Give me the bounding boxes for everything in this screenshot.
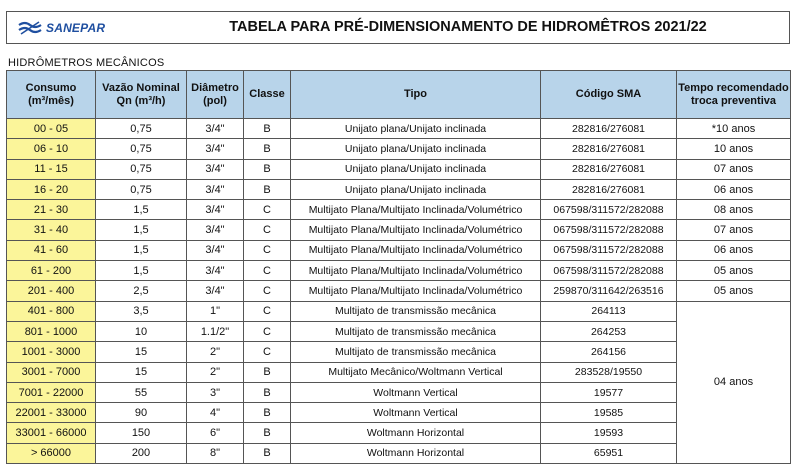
cell-consumo: 06 - 10 xyxy=(7,139,96,159)
cell-consumo: 41 - 60 xyxy=(7,240,96,260)
cell-classe: B xyxy=(244,119,291,139)
cell-diametro: 3/4" xyxy=(187,200,244,220)
cell-vazao: 0,75 xyxy=(96,159,187,179)
cell-classe: C xyxy=(244,342,291,362)
cell-tipo: Unijato plana/Unijato inclinada xyxy=(291,139,541,159)
cell-tipo: Multijato de transmissão mecânica xyxy=(291,301,541,321)
cell-tempo: *10 anos xyxy=(677,119,791,139)
cell-vazao: 1,5 xyxy=(96,220,187,240)
cell-vazao: 150 xyxy=(96,423,187,443)
cell-classe: C xyxy=(244,240,291,260)
table-row xyxy=(7,443,791,463)
cell-diametro: 3/4" xyxy=(187,261,244,281)
cell-vazao: 2,5 xyxy=(96,281,187,301)
cell-diametro: 3/4" xyxy=(187,119,244,139)
header-classe: Classe xyxy=(244,71,291,119)
table-row xyxy=(7,159,791,179)
cell-codigo: 067598/311572/282088 xyxy=(541,261,677,281)
cell-codigo: 282816/276081 xyxy=(541,139,677,159)
cell-tipo: Multijato de transmissão mecânica xyxy=(291,321,541,341)
cell-diametro: 3/4" xyxy=(187,159,244,179)
cell-codigo: 067598/311572/282088 xyxy=(541,220,677,240)
cell-consumo: 201 - 400 xyxy=(7,281,96,301)
cell-codigo: 65951 xyxy=(541,443,677,463)
cell-diametro: 3/4" xyxy=(187,139,244,159)
cell-codigo: 264253 xyxy=(541,321,677,341)
cell-diametro: 6" xyxy=(187,423,244,443)
cell-diametro: 4" xyxy=(187,403,244,423)
cell-diametro: 3" xyxy=(187,382,244,402)
cell-classe: B xyxy=(244,139,291,159)
cell-vazao: 0,75 xyxy=(96,139,187,159)
cell-tipo: Unijato plana/Unijato inclinada xyxy=(291,119,541,139)
cell-codigo: 282816/276081 xyxy=(541,159,677,179)
table-body xyxy=(7,119,791,464)
cell-consumo: 801 - 1000 xyxy=(7,321,96,341)
cell-consumo: 31 - 40 xyxy=(7,220,96,240)
cell-tempo-merged: 04 anos xyxy=(677,301,791,463)
cell-classe: B xyxy=(244,159,291,179)
cell-tipo: Multijato de transmissão mecânica xyxy=(291,342,541,362)
cell-consumo: 16 - 20 xyxy=(7,179,96,199)
cell-diametro: 3/4" xyxy=(187,281,244,301)
cell-classe: B xyxy=(244,423,291,443)
cell-tipo: Unijato plana/Unijato inclinada xyxy=(291,159,541,179)
cell-consumo: 21 - 30 xyxy=(7,200,96,220)
cell-classe: C xyxy=(244,200,291,220)
page-title: TABELA PARA PRÉ-DIMENSIONAMENTO DE HIDROMÊTROS 2021/22 xyxy=(229,19,707,35)
cell-classe: C xyxy=(244,220,291,240)
table-row xyxy=(7,220,791,240)
cell-vazao: 1,5 xyxy=(96,240,187,260)
cell-vazao: 1,5 xyxy=(96,200,187,220)
cell-vazao: 15 xyxy=(96,362,187,382)
cell-classe: B xyxy=(244,382,291,402)
cell-tempo: 06 anos xyxy=(677,179,791,199)
cell-vazao: 10 xyxy=(96,321,187,341)
cell-tempo: 07 anos xyxy=(677,159,791,179)
cell-consumo: 22001 - 33000 xyxy=(7,403,96,423)
cell-tipo: Woltmann Horizontal xyxy=(291,423,541,443)
header-consumo: Consumo (m³/mês) xyxy=(7,71,96,119)
cell-classe: B xyxy=(244,362,291,382)
cell-vazao: 90 xyxy=(96,403,187,423)
title-bar xyxy=(6,11,790,44)
cell-diametro: 2" xyxy=(187,342,244,362)
table-row xyxy=(7,200,791,220)
sanepar-wave-icon xyxy=(17,20,43,36)
cell-consumo: 61 - 200 xyxy=(7,261,96,281)
cell-codigo: 264156 xyxy=(541,342,677,362)
cell-vazao: 0,75 xyxy=(96,119,187,139)
table-row xyxy=(7,382,791,402)
cell-tipo: Woltmann Vertical xyxy=(291,403,541,423)
cell-tipo: Multijato Plana/Multijato Inclinada/Volumétrico xyxy=(291,261,541,281)
header-vazao: Vazão Nominal Qn (m³/h) xyxy=(96,71,187,119)
section-label: HIDRÔMETROS MECÂNICOS xyxy=(8,57,165,69)
cell-tipo: Woltmann Horizontal xyxy=(291,443,541,463)
cell-diametro: 8" xyxy=(187,443,244,463)
cell-tipo: Multijato Plana/Multijato Inclinada/Volumétrico xyxy=(291,220,541,240)
cell-classe: C xyxy=(244,281,291,301)
table-header-row xyxy=(7,71,791,119)
sanepar-logo xyxy=(17,18,105,38)
table-row xyxy=(7,423,791,443)
cell-tempo: 07 anos xyxy=(677,220,791,240)
header-tempo: Tempo recomendado troca preventiva xyxy=(677,71,791,119)
cell-vazao: 3,5 xyxy=(96,301,187,321)
cell-consumo: 1001 - 3000 xyxy=(7,342,96,362)
cell-diametro: 1" xyxy=(187,301,244,321)
header-diametro: Diâmetro (pol) xyxy=(187,71,244,119)
cell-consumo: 401 - 800 xyxy=(7,301,96,321)
logo-text: SANEPAR xyxy=(46,21,106,35)
cell-classe: C xyxy=(244,321,291,341)
cell-tipo: Unijato plana/Unijato inclinada xyxy=(291,179,541,199)
cell-consumo: 11 - 15 xyxy=(7,159,96,179)
cell-consumo: 3001 - 7000 xyxy=(7,362,96,382)
cell-consumo: 00 - 05 xyxy=(7,119,96,139)
cell-codigo: 282816/276081 xyxy=(541,179,677,199)
hidrometros-table xyxy=(6,70,791,464)
table-row xyxy=(7,261,791,281)
cell-diametro: 3/4" xyxy=(187,179,244,199)
cell-consumo: > 66000 xyxy=(7,443,96,463)
cell-classe: B xyxy=(244,179,291,199)
cell-diametro: 1.1/2" xyxy=(187,321,244,341)
cell-vazao: 55 xyxy=(96,382,187,402)
cell-classe: B xyxy=(244,403,291,423)
cell-codigo: 264113 xyxy=(541,301,677,321)
cell-codigo: 067598/311572/282088 xyxy=(541,240,677,260)
cell-codigo: 283528/19550 xyxy=(541,362,677,382)
cell-vazao: 0,75 xyxy=(96,179,187,199)
table-row xyxy=(7,119,791,139)
table-row xyxy=(7,179,791,199)
table-row xyxy=(7,362,791,382)
cell-vazao: 200 xyxy=(96,443,187,463)
cell-tipo: Multijato Plana/Multijato Inclinada/Volumétrico xyxy=(291,200,541,220)
cell-vazao: 15 xyxy=(96,342,187,362)
cell-tipo: Multijato Plana/Multijato Inclinada/Volumétrico xyxy=(291,281,541,301)
cell-tempo: 06 anos xyxy=(677,240,791,260)
cell-diametro: 2" xyxy=(187,362,244,382)
cell-vazao: 1,5 xyxy=(96,261,187,281)
table-row xyxy=(7,139,791,159)
table-row xyxy=(7,342,791,362)
table-row xyxy=(7,403,791,423)
cell-codigo: 282816/276081 xyxy=(541,119,677,139)
cell-classe: C xyxy=(244,301,291,321)
cell-diametro: 3/4" xyxy=(187,220,244,240)
cell-codigo: 19593 xyxy=(541,423,677,443)
cell-classe: B xyxy=(244,443,291,463)
cell-tipo: Woltmann Vertical xyxy=(291,382,541,402)
table-row xyxy=(7,321,791,341)
table-row xyxy=(7,240,791,260)
cell-codigo: 19585 xyxy=(541,403,677,423)
cell-tempo: 05 anos xyxy=(677,261,791,281)
cell-diametro: 3/4" xyxy=(187,240,244,260)
cell-tempo: 10 anos xyxy=(677,139,791,159)
cell-tempo: 05 anos xyxy=(677,281,791,301)
cell-codigo: 259870/311642/263516 xyxy=(541,281,677,301)
cell-codigo: 067598/311572/282088 xyxy=(541,200,677,220)
cell-tipo: Multijato Mecânico/Woltmann Vertical xyxy=(291,362,541,382)
header-codigo: Código SMA xyxy=(541,71,677,119)
header-tipo: Tipo xyxy=(291,71,541,119)
table-row xyxy=(7,281,791,301)
cell-codigo: 19577 xyxy=(541,382,677,402)
cell-classe: C xyxy=(244,261,291,281)
cell-tempo: 08 anos xyxy=(677,200,791,220)
cell-consumo: 7001 - 22000 xyxy=(7,382,96,402)
cell-consumo: 33001 - 66000 xyxy=(7,423,96,443)
cell-tipo: Multijato Plana/Multijato Inclinada/Volumétrico xyxy=(291,240,541,260)
table-row xyxy=(7,301,791,321)
